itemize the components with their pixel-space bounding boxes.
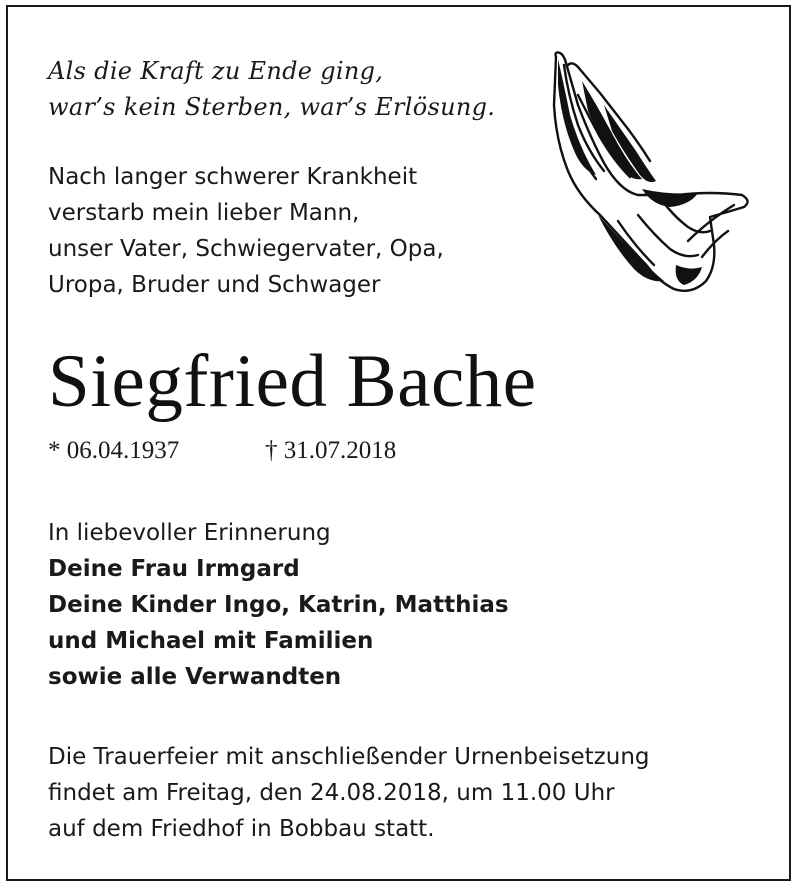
ceremony-line: findet am Freitag, den 24.08.2018, um 11.00 Uhr [48, 780, 615, 806]
intro-line: Nach langer schwerer Krankheit [48, 164, 418, 190]
quote [48, 53, 495, 125]
quote-line: Als die Kraft zu Ende ging, [48, 57, 384, 85]
obituary-notice [6, 5, 791, 881]
ceremony-line: auf dem Friedhof in Bobbau statt. [48, 816, 435, 842]
ceremony-line: Die Trauerfeier mit anschließender Urnenbeisetzung [48, 744, 650, 770]
mourners-block [48, 515, 509, 695]
mourner-line: Deine Frau Irmgard [48, 556, 300, 582]
mourner-line: und Michael mit Familien [48, 628, 374, 654]
quote-line: war’s kein Sterben, war’s Erlösung. [48, 93, 496, 121]
intro-text [48, 159, 444, 303]
intro-line: Uropa, Bruder und Schwager [48, 272, 381, 298]
remembrance-line: In liebevoller Erinnerung [48, 520, 331, 546]
mourner-line: sowie alle Verwandten [48, 664, 342, 690]
death-date: † 31.07.2018 [265, 437, 397, 464]
intro-line: unser Vater, Schwiegervater, Opa, [48, 236, 444, 262]
mourner-line: Deine Kinder Ingo, Katrin, Matthias [48, 592, 509, 618]
ceremony-info [48, 739, 650, 847]
life-dates [48, 434, 397, 468]
deceased-name: Siegfried Bache [48, 340, 537, 423]
intro-line: verstarb mein lieber Mann, [48, 200, 360, 226]
birth-date: * 06.04.1937 [48, 437, 180, 464]
praying-hands-icon [538, 45, 768, 305]
